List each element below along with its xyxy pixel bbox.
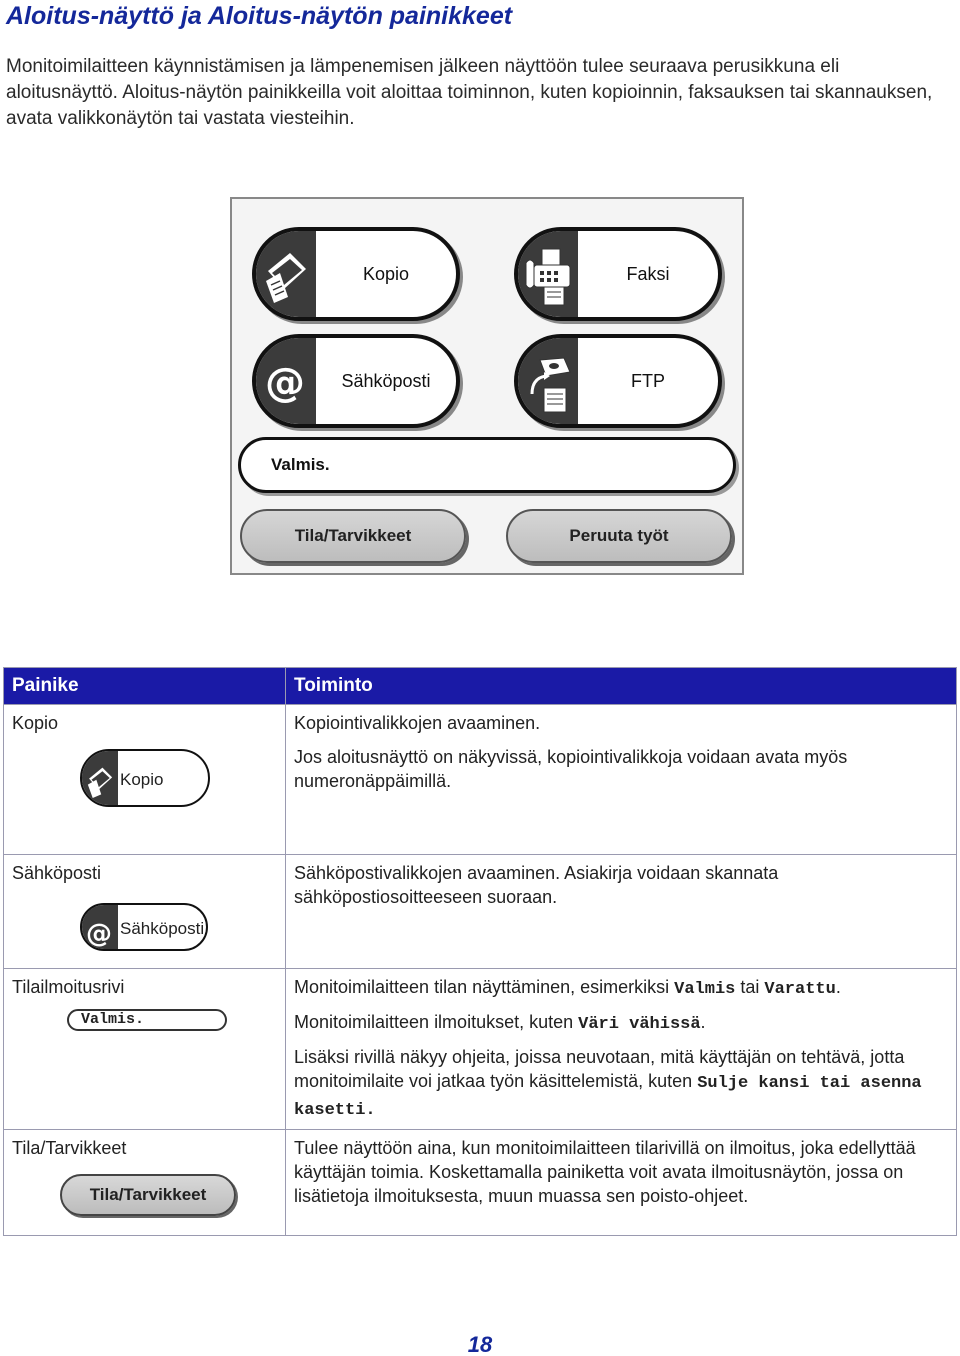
- fax-icon: [518, 231, 578, 317]
- row-desc-cell: [286, 705, 957, 855]
- fax-button[interactable]: [514, 227, 722, 321]
- row-name-cell: [4, 1130, 286, 1236]
- table-row: [4, 705, 957, 855]
- row-name: Sähköposti: [12, 863, 102, 883]
- status-supplies-button[interactable]: Tila/Tarvikkeet: [240, 509, 466, 563]
- page-number: 18: [467, 1332, 493, 1356]
- svg-text:@: @: [265, 360, 305, 406]
- row-desc: Lisäksi rivillä näkyy ohjeita, joissa neuvotaan, mitä käyttäjän on tehtävä, jotta monitoimilaite voi jatkaa työn käsittelemistä, kuten Sulje kansi tai asenna kasetti.: [294, 1047, 922, 1120]
- svg-text:@: @: [86, 919, 112, 948]
- status-line: [238, 437, 736, 493]
- column-header-function: Toiminto: [286, 668, 957, 705]
- ftp-button[interactable]: [514, 334, 722, 428]
- row-desc: Kopiointivalikkojen avaaminen.: [294, 713, 541, 733]
- intro-paragraph: Monitoimilaitteen käynnistämisen ja lämpenemisen jälkeen näyttöön tulee seuraava perusikkuna eli aloitusnäyttö. Aloitus-näytön painikkeilla voit aloittaa toiminnon, kuten kopioinnin, faksauksen tai skannauksen, avata valikkonäytön tai vastata viesteihin.: [6, 56, 933, 129]
- row-name-cell: [4, 969, 286, 1130]
- email-button-label: Sähköposti: [341, 370, 431, 391]
- home-screen-panel: [230, 197, 744, 575]
- row-desc-cell: [286, 855, 957, 969]
- table-row: [4, 855, 957, 969]
- row-desc: Jos aloitusnäyttö on näkyvissä, kopiointivalikkoja voidaan avata myös numeronäppäimillä.: [294, 747, 848, 791]
- copy-button-sample: [80, 749, 210, 807]
- row-name: Kopio: [12, 713, 59, 733]
- row-desc: Sähköpostivalikkojen avaaminen. Asiakirja voidaan skannata sähköpostiosoitteeseen suoraan.: [294, 863, 779, 907]
- ftp-icon: [518, 338, 578, 424]
- email-button[interactable]: [252, 334, 460, 428]
- copier-icon: [82, 751, 118, 805]
- row-name: Tilailmoitusrivi: [12, 977, 125, 997]
- email-sample-label: Sähköposti: [120, 919, 205, 938]
- status-supplies-sample: Tila/Tarvikkeet: [60, 1174, 236, 1216]
- row-desc-cell: [286, 1130, 957, 1236]
- row-desc: Tulee näyttöön aina, kun monitoimilaitteen tilarivillä on ilmoitus, joka edellyttää käyttäjän toimia. Koskettamalla painiketta voit avata ilmoitusnäytön, jossa on lisätietoja ilmoituksesta, muun muassa sen poisto-ohjeet.: [294, 1138, 916, 1206]
- at-sign-icon: [256, 338, 316, 424]
- status-text: Valmis.: [271, 455, 330, 474]
- row-desc: Monitoimilaitteen ilmoitukset, kuten Väri vähissä.: [294, 1012, 706, 1034]
- row-name-cell: [4, 855, 286, 969]
- row-name-cell: [4, 705, 286, 855]
- button-function-table: [3, 667, 957, 1236]
- ftp-button-label: FTP: [631, 370, 665, 391]
- fax-button-label: Faksi: [626, 263, 670, 284]
- copy-button-label: Kopio: [362, 263, 410, 284]
- email-button-sample: [80, 903, 208, 951]
- copy-sample-label: Kopio: [120, 770, 164, 789]
- row-desc-cell: [286, 969, 957, 1130]
- row-name: Tila/Tarvikkeet: [12, 1138, 127, 1158]
- table-row: [4, 1130, 957, 1236]
- status-line-sample: Valmis.: [67, 1009, 227, 1031]
- copier-icon: [256, 231, 316, 317]
- table-row: [4, 969, 957, 1130]
- page-heading: Aloitus-näyttö ja Aloitus-näytön painikkeet: [6, 2, 513, 30]
- row-desc: Monitoimilaitteen tilan näyttäminen, esimerkiksi Valmis tai Varattu.: [294, 977, 841, 999]
- column-header-button: Painike: [4, 668, 286, 705]
- cancel-jobs-button[interactable]: Peruuta työt: [506, 509, 732, 563]
- at-sign-icon: [82, 905, 118, 949]
- copy-button[interactable]: [252, 227, 460, 321]
